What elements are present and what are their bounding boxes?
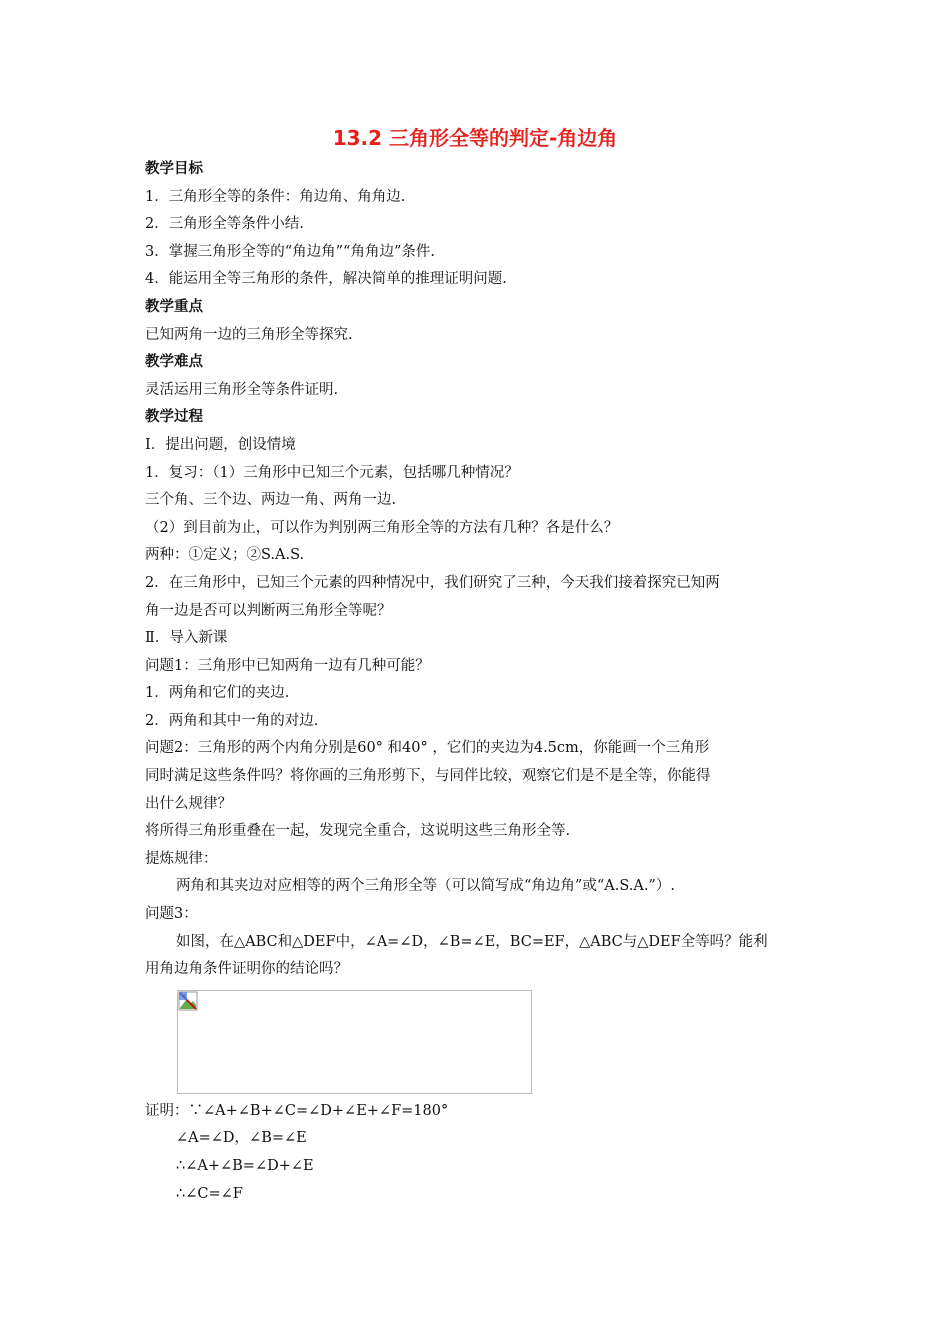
part1-title: Ⅰ．提出问题，创设情境 xyxy=(145,436,296,453)
goal-item: 3．掌握三角形全等的“角边角”“角角边”条件. xyxy=(145,243,435,260)
broken-image-icon xyxy=(178,991,198,1011)
document-title: 13.2 三角形全等的判定-角边角 xyxy=(332,126,618,150)
key-heading: 教学重点 xyxy=(145,298,203,315)
review-question-1: 1．复习：（1）三角形中已知三个元素，包括哪几种情况？ xyxy=(145,464,519,481)
question-2-line: 出什么规律？ xyxy=(145,795,232,812)
rule-label: 提炼规律： xyxy=(145,850,218,867)
difficulty-text: 灵活运用三角形全等条件证明. xyxy=(145,381,339,398)
question-1-answer: 1．两角和它们的夹边. xyxy=(145,685,290,702)
key-text: 已知两角一边的三角形全等探究. xyxy=(145,326,353,343)
goal-item: 4．能运用全等三角形的条件，解决简单的推理证明问题. xyxy=(145,271,507,288)
proof-line: ∴∠C=∠F xyxy=(176,1185,243,1202)
proof-line: 证明：∵∠A+∠B+∠C=∠D+∠E+∠F=180° xyxy=(145,1102,449,1119)
question-2-line: 问题2：三角形的两个内角分别是60° 和40° ，它们的夹边为4.5cm，你能画一个三角形 xyxy=(145,740,710,757)
review-question-2: （2）到目前为止，可以作为判别两三角形全等的方法有几种？各是什么？ xyxy=(145,519,619,536)
question-3-line: 如图，在△ABC和△DEF中，∠A=∠D，∠B=∠E，BC=EF，△ABC与△DEF全等吗？能利 xyxy=(176,933,768,950)
question-3-label: 问题3： xyxy=(145,906,198,923)
process-heading: 教学过程 xyxy=(145,409,203,426)
question-2-answer: 将所得三角形重叠在一起，发现完全重合，这说明这些三角形全等. xyxy=(145,823,571,840)
question-3-line: 用角边角条件证明你的结论吗？ xyxy=(145,961,348,978)
document-body xyxy=(145,156,815,1208)
figure-placeholder xyxy=(177,990,532,1094)
proof-line: ∠A=∠D，∠B=∠E xyxy=(176,1130,307,1147)
question-1: 问题1：三角形中已知两角一边有几种可能？ xyxy=(145,657,430,674)
item2-line: 2．在三角形中，已知三个元素的四种情况中，我们研究了三种，今天我们接着探究已知两 xyxy=(145,574,720,591)
goal-item: 2．三角形全等条件小结. xyxy=(145,216,304,233)
proof-line: ∴∠A+∠B=∠D+∠E xyxy=(176,1158,314,1174)
difficulty-heading: 教学难点 xyxy=(145,354,203,371)
part2-title: Ⅱ．导入新课 xyxy=(145,630,228,647)
review-answer-2: 两种：①定义；②S.A.S. xyxy=(145,547,305,564)
rule-text: 两角和其夹边对应相等的两个三角形全等（可以简写成“角边角”或“A.S.A.”）. xyxy=(176,878,675,895)
goals-heading: 教学目标 xyxy=(145,161,203,177)
goal-item: 1．三角形全等的条件：角边角、角角边. xyxy=(145,188,406,205)
question-1-answer: 2．两角和其中一角的对边. xyxy=(145,712,319,729)
question-2-line: 同时满足这些条件吗？将你画的三角形剪下，与同伴比较，观察它们是不是全等，你能得 xyxy=(145,768,711,785)
item2-line: 角一边是否可以判断两三角形全等呢？ xyxy=(145,602,392,619)
review-answer-1: 三个角、三个边、两边一角、两角一边. xyxy=(145,492,397,509)
